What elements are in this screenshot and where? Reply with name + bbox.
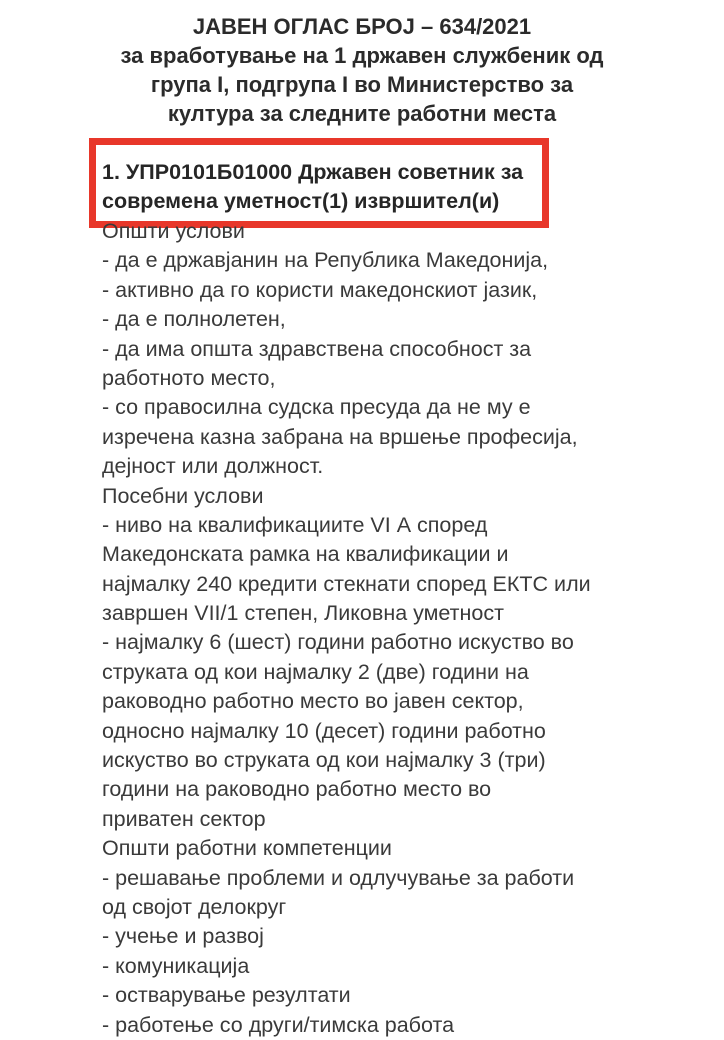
requirement-line: дејност или должност. bbox=[102, 454, 324, 479]
position-title-line-2: современа уметност(1) извршител(и) bbox=[102, 189, 500, 213]
competency-line: - работење со други/тимска работа bbox=[102, 1012, 455, 1037]
requirement-line: најмалку 240 кредити стекнати според ЕКТС или bbox=[102, 571, 591, 596]
announcement-header bbox=[0, 12, 724, 128]
requirement-line: работното место, bbox=[102, 365, 276, 390]
requirement-line: приватен сектор bbox=[102, 806, 266, 831]
requirement-line: - ниво на квалификациите VI А според bbox=[102, 512, 488, 537]
requirement-line: - да е државјанин на Република Македонија, bbox=[102, 248, 549, 273]
competency-line: - решавање проблеми и одлучување за работи bbox=[102, 865, 575, 890]
requirement-line: - да е полнолетен, bbox=[102, 307, 286, 332]
requirement-line: струката од кои најмалку 2 (две) години на bbox=[102, 659, 529, 684]
section-heading-general-conditions: Општи услови bbox=[102, 219, 245, 243]
requirement-line: искуство во струката од кои најмалку 3 (три) bbox=[102, 748, 546, 773]
section-heading-competencies: Општи работни компетенции bbox=[102, 836, 392, 861]
header-line-1: ЈАВЕН ОГЛАС БРОЈ – 634/2021 bbox=[192, 14, 532, 39]
position-title-line-1: 1. УПР0101Б01000 Државен советник за bbox=[102, 160, 524, 184]
requirement-line: Македонската рамка на квалификации и bbox=[102, 542, 509, 567]
requirement-line: изречена казна забрана на вршење професија, bbox=[102, 424, 578, 449]
header-line-2: за вработување на 1 државен службеник од bbox=[120, 43, 604, 68]
requirement-line: - активно да го користи македонскиот јазик, bbox=[102, 277, 538, 302]
requirement-line: - со правосилна судска пресуда да не му е bbox=[102, 395, 531, 420]
competency-line: од својот делокруг bbox=[102, 894, 287, 919]
requirement-line: - најмалку 6 (шест) години работно искуство во bbox=[102, 630, 574, 655]
header-line-3: група I, подгрупа I во Министерство за bbox=[150, 72, 574, 97]
section-heading-special-conditions: Посебни услови bbox=[102, 483, 264, 508]
requirement-line: раководно работно место во јавен сектор, bbox=[102, 689, 524, 714]
requirement-line: - да има општа здравствена способност за bbox=[102, 336, 532, 361]
requirements-text bbox=[102, 217, 712, 1040]
competency-line: - остварување резултати bbox=[102, 983, 351, 1008]
requirement-line: завршен VII/1 степен, Ликовна уметност bbox=[102, 601, 504, 626]
requirement-line: односно најмалку 10 (десет) години работно bbox=[102, 718, 546, 743]
header-line-4: култура за следните работни места bbox=[167, 101, 557, 126]
competency-line: - комуникација bbox=[102, 953, 250, 978]
competency-line: - учење и развој bbox=[102, 924, 264, 949]
position-title bbox=[102, 158, 523, 216]
requirement-line: години на раководно работно место во bbox=[102, 777, 492, 802]
